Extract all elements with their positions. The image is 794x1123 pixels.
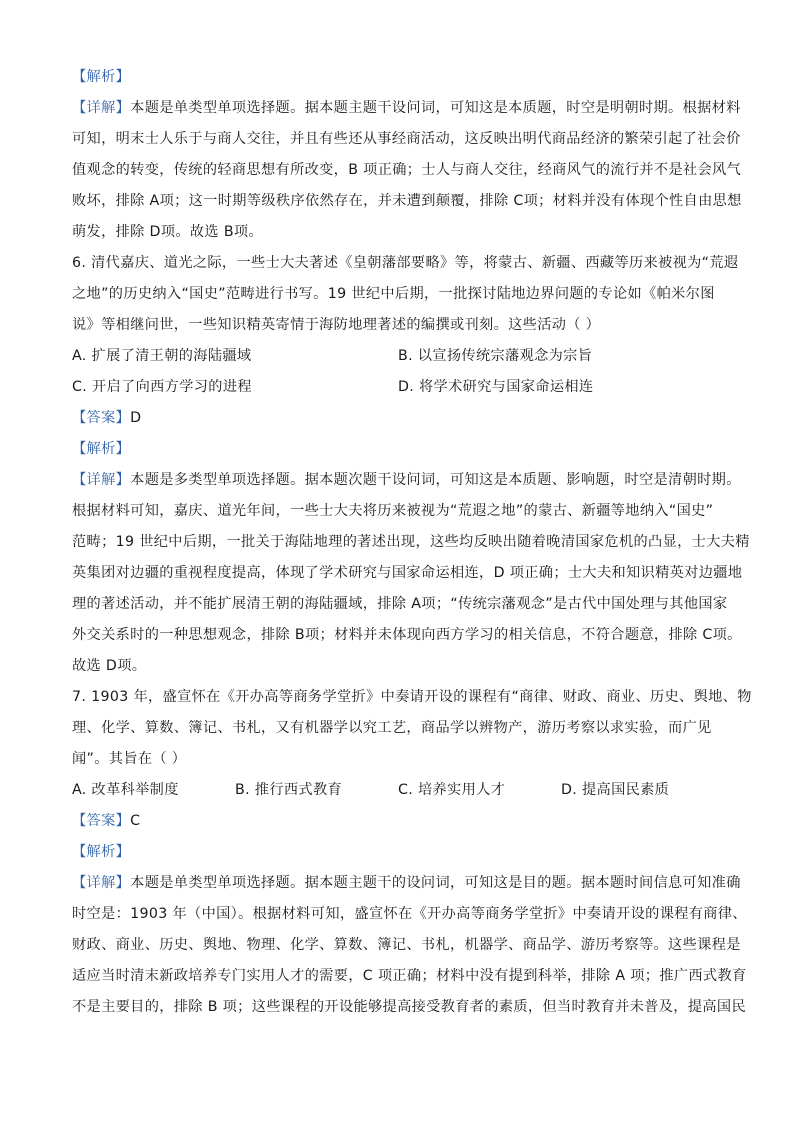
options-row: [72, 775, 724, 806]
analysis-heading: [72, 837, 724, 868]
detail-line: [72, 93, 741, 124]
detail-tag: 【详解】: [72, 875, 131, 891]
detail-tag: 【详解】: [72, 472, 131, 488]
detail-line: [72, 868, 741, 899]
question-stem-line: 闻”。其旨在（ ）: [72, 751, 187, 767]
detail-line: 时空是：1903 年（中国）。根据材料可知，盛宣怀在《开办高等商务学堂折》中奏请开设的课程有商律、: [72, 906, 747, 922]
option-d: D. 提高国民素质: [561, 782, 670, 798]
detail-line: 范畴；19 世纪中后期，一批关于海陆地理的著述出现，这些均反映出随着晚清国家危机的凸显，士大夫精: [72, 534, 750, 550]
detail-line: 败坏，排除 A项；这一时期等级秩序依然存在，并未遭到颠覆，排除 C项；材料并没有体现个性自由思想: [72, 193, 742, 209]
question-stem-line: 7. 1903 年，盛宣怀在《开办高等商务学堂折》中奏请开设的课程有“商律、财政、商业、历史、舆地、物: [72, 689, 752, 705]
option-c: C. 开启了向西方学习的进程: [72, 379, 252, 395]
answer-value: C: [130, 813, 141, 829]
options-row: [72, 372, 724, 403]
detail-line: 值观念的转变，传统的轻商思想有所改变，B 项正确；士人与商人交往，经商风气的流行并不是社会风气: [72, 162, 742, 178]
detail-line: [72, 465, 741, 496]
detail-line: 可知，明末士人乐于与商人交往，并且有些还从事经商活动，这反映出明代商品经济的繁荣引起了社会价: [72, 131, 741, 147]
detail-line: 故选 D项。: [72, 658, 147, 674]
detail-line: 外交关系时的一种思想观念，排除 B项；材料并未体现向西方学习的相关信息，不符合题意，排除 C项。: [72, 627, 742, 643]
option-d: D. 将学术研究与国家命运相连: [398, 379, 594, 395]
detail-line: 适应当时清末新政培养专门实用人才的需要，C 项正确；材料中没有提到科举，排除 A 项；推广西式教育: [72, 968, 747, 984]
document-page: [72, 62, 752, 1023]
question-stem-line: 理、化学、算数、簿记、书札，又有机器学以究工艺，商品学以辨物产，游历考察以求实验，而广见: [72, 720, 712, 736]
detail-line: 英集团对边疆的重视程度提高，体现了学术研究与国家命运相连，D 项正确；士大夫和知识精英对边疆地: [72, 565, 743, 581]
analysis-heading: [72, 434, 724, 465]
analysis-tag: 【解析】: [72, 69, 131, 85]
detail-line: 理的著述活动，并不能扩展清王朝的海陆疆域，排除 A项；“传统宗藩观念”是古代中国处理与其他国家: [72, 596, 728, 612]
analysis-tag: 【解析】: [72, 844, 131, 860]
options-row: [72, 341, 724, 372]
detail-line: 根据材料可知，嘉庆、道光年间，一些士大夫将历来被视为“荒遐之地”的蒙古、新疆等地纳入“国史”: [72, 503, 714, 519]
question-stem-line: 说》等相继问世，一些知识精英寄情于海防地理著述的编撰或刊刻。这些活动（ ）: [72, 317, 601, 333]
answer-tag: 【答案】: [72, 410, 131, 426]
detail-line: 财政、商业、历史、舆地、物理、化学、算数、簿记、书札，机器学、商品学、游历考察等。这些课程是: [72, 937, 741, 953]
answer-line: [72, 806, 724, 837]
detail-tag: 【详解】: [72, 100, 131, 116]
option-b: B. 推行西式教育: [235, 782, 343, 798]
option-a: A. 改革科举制度: [72, 782, 179, 798]
question-stem-line: 之地”的历史纳入“国史”范畴进行书写。19 世纪中后期，一批探讨陆地边界问题的专论如《帕米尔图: [72, 286, 715, 302]
detail-text: 本题是多类型单项选择题。据本题次题干设问词，可知这是本质题、影响题，时空是清朝时期。: [130, 472, 741, 488]
question-stem-line: 6. 清代嘉庆、道光之际，一些士大夫著述《皇朝藩部要略》等，将蒙古、新疆、西藏等历来被视为“荒遐: [72, 255, 739, 271]
detail-line: 不是主要目的，排除 B 项；这些课程的开设能够提高接受教育者的素质，但当时教育并未普及，提高国民: [72, 999, 746, 1015]
detail-line: 萌发，排除 D项。故选 B项。: [72, 224, 263, 240]
option-b: B. 以宣扬传统宗藩观念为宗旨: [398, 348, 593, 364]
detail-text: 本题是单类型单项选择题。据本题主题干设问词，可知这是本质题，时空是明朝时期。根据材料: [130, 100, 741, 116]
analysis-heading: [72, 62, 724, 93]
detail-text: 本题是单类型单项选择题。据本题主题干的设问词，可知这是目的题。据本题时间信息可知准确: [130, 875, 741, 891]
answer-value: D: [130, 410, 142, 426]
option-a: A. 扩展了清王朝的海陆疆域: [72, 348, 252, 364]
analysis-tag: 【解析】: [72, 441, 131, 457]
answer-line: [72, 403, 724, 434]
option-c: C. 培养实用人才: [398, 782, 506, 798]
answer-tag: 【答案】: [72, 813, 131, 829]
